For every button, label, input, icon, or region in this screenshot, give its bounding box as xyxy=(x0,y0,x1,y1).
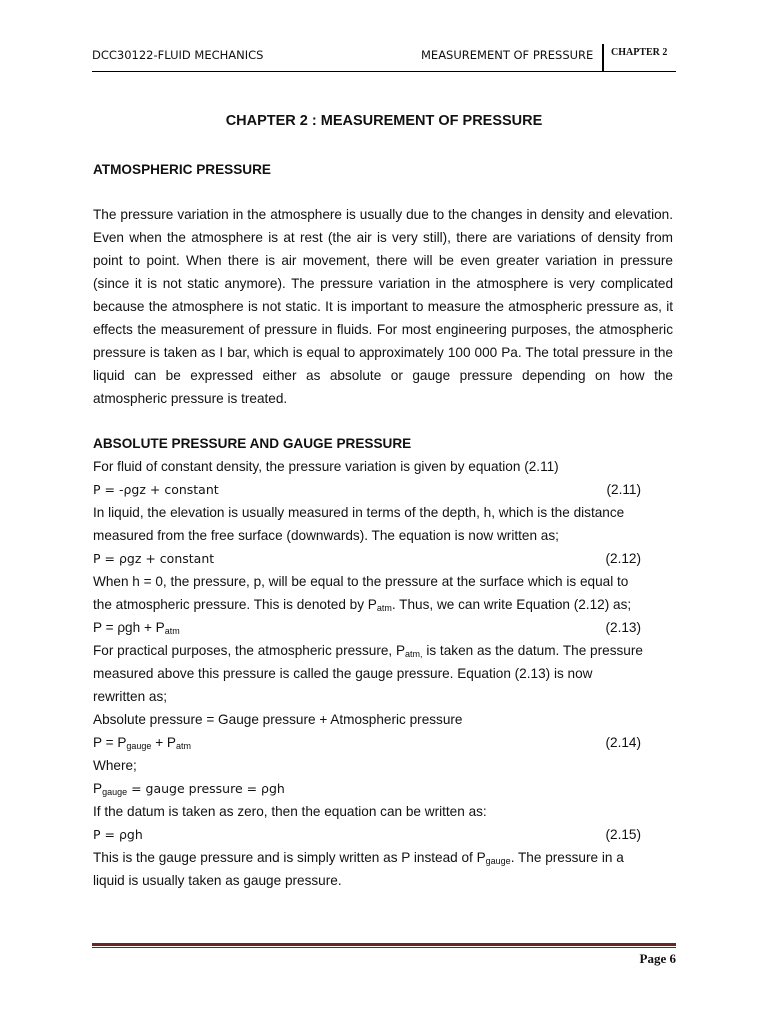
atmospheric-paragraph: The pressure variation in the atmosphere is usually due to the changes in density and elevation. Even when the atmosphere is at rest (the air is very still), there are variations of density from point to point. When there is air movement, there will be even greater variation in pressure (since it is not static anymore). The pressure variation in the atmosphere is very complicated because the atmosphere is not static. It is important to measure the atmospheric pressure as, it effects the measurement of pressure in fluids. For most engineering purposes, the atmospheric pressure is taken as I bar, which is equal to approximately 100 000 Pa. The total pressure in the liquid can be expressed either as absolute or gauge pressure depending on how the atmospheric pressure is treated. xyxy=(93,207,673,406)
text-run: P xyxy=(93,781,103,796)
text-run: P = ρgh + P xyxy=(93,620,165,635)
text-run: For practical purposes, the atmospheric pressure, P xyxy=(93,643,406,658)
section-heading-atmospheric: ATMOSPHERIC PRESSURE xyxy=(93,162,271,177)
page-title: CHAPTER 2 : MEASUREMENT OF PRESSURE xyxy=(225,113,543,129)
body-line: rewritten as; xyxy=(93,689,168,704)
equation-formula: P = ρgh xyxy=(93,827,143,842)
equation-2-15 xyxy=(93,823,673,846)
header-chapter: CHAPTER 2 xyxy=(611,47,668,58)
text-run: + P xyxy=(151,735,176,750)
subscript: atm xyxy=(376,603,392,613)
document-body xyxy=(93,158,673,892)
text-run: This is the gauge pressure and is simply written as P instead of P xyxy=(93,850,486,865)
header-divider xyxy=(602,44,604,71)
subscript: atm, xyxy=(405,649,423,659)
body-line xyxy=(93,639,673,662)
body-line: measured from the free surface (downwards). The equation is now written as; xyxy=(93,528,559,543)
body-line: In liquid, the elevation is usually measured in terms of the depth, h, which is the distance xyxy=(93,505,625,520)
equation-number: (2.14) xyxy=(605,735,641,750)
equation-number: (2.13) xyxy=(605,620,641,635)
footer-rule-thick xyxy=(92,943,676,946)
body-line: If the datum is taken as zero, then the equation can be written as: xyxy=(93,804,487,819)
body-line: Absolute pressure = Gauge pressure + Atmospheric pressure xyxy=(93,712,463,727)
subscript: atm xyxy=(164,626,180,636)
section-heading-absolute-gauge: ABSOLUTE PRESSURE AND GAUGE PRESSURE xyxy=(93,436,412,451)
intro-text: For fluid of constant density, the pressure variation is given by equation (2.11) xyxy=(93,459,559,474)
page-number: Page 6 xyxy=(639,951,676,966)
body-line xyxy=(93,593,673,616)
equation-number: (2.15) xyxy=(605,827,641,842)
equation-number: (2.11) xyxy=(606,482,641,497)
text-run: . Thus, we can write Equation (2.12) as; xyxy=(391,597,632,612)
where-label: Where; xyxy=(93,758,137,773)
subscript: gauge xyxy=(102,787,128,797)
equation-formula: P = ρgz + constant xyxy=(93,551,215,566)
body-line: liquid is usually taken as gauge pressure. xyxy=(93,873,342,888)
footer-rule-thin xyxy=(92,947,676,948)
equation-2-12 xyxy=(93,547,673,570)
equation-2-13 xyxy=(93,616,673,639)
text-run: . The pressure in a xyxy=(510,850,624,865)
body-line: When h = 0, the pressure, p, will be equal to the pressure at the surface which is equal to xyxy=(93,574,629,589)
equation-formula xyxy=(93,620,180,635)
text-run: P = P xyxy=(93,735,127,750)
page-header xyxy=(92,44,676,74)
body-line xyxy=(93,846,673,869)
equation-2-11 xyxy=(93,478,673,501)
text-run: = gauge pressure = ρgh xyxy=(127,781,285,796)
gauge-definition xyxy=(93,777,673,800)
equation-formula xyxy=(93,735,191,750)
text-run: is taken as the datum. The pressure xyxy=(422,643,643,658)
header-rule xyxy=(92,71,676,72)
text-run: the atmospheric pressure. This is denoted by P xyxy=(93,597,377,612)
header-topic: MEASUREMENT OF PRESSURE xyxy=(421,48,594,62)
subscript: gauge xyxy=(485,856,511,866)
subscript: atm xyxy=(175,741,191,751)
course-code: DCC30122-FLUID MECHANICS xyxy=(92,48,264,62)
equation-2-14 xyxy=(93,731,673,754)
subscript: gauge xyxy=(126,741,152,751)
body-line: measured above this pressure is called the gauge pressure. Equation (2.13) is now xyxy=(93,666,593,681)
equation-formula: P = -ρgz + constant xyxy=(93,482,219,497)
equation-number: (2.12) xyxy=(605,551,641,566)
